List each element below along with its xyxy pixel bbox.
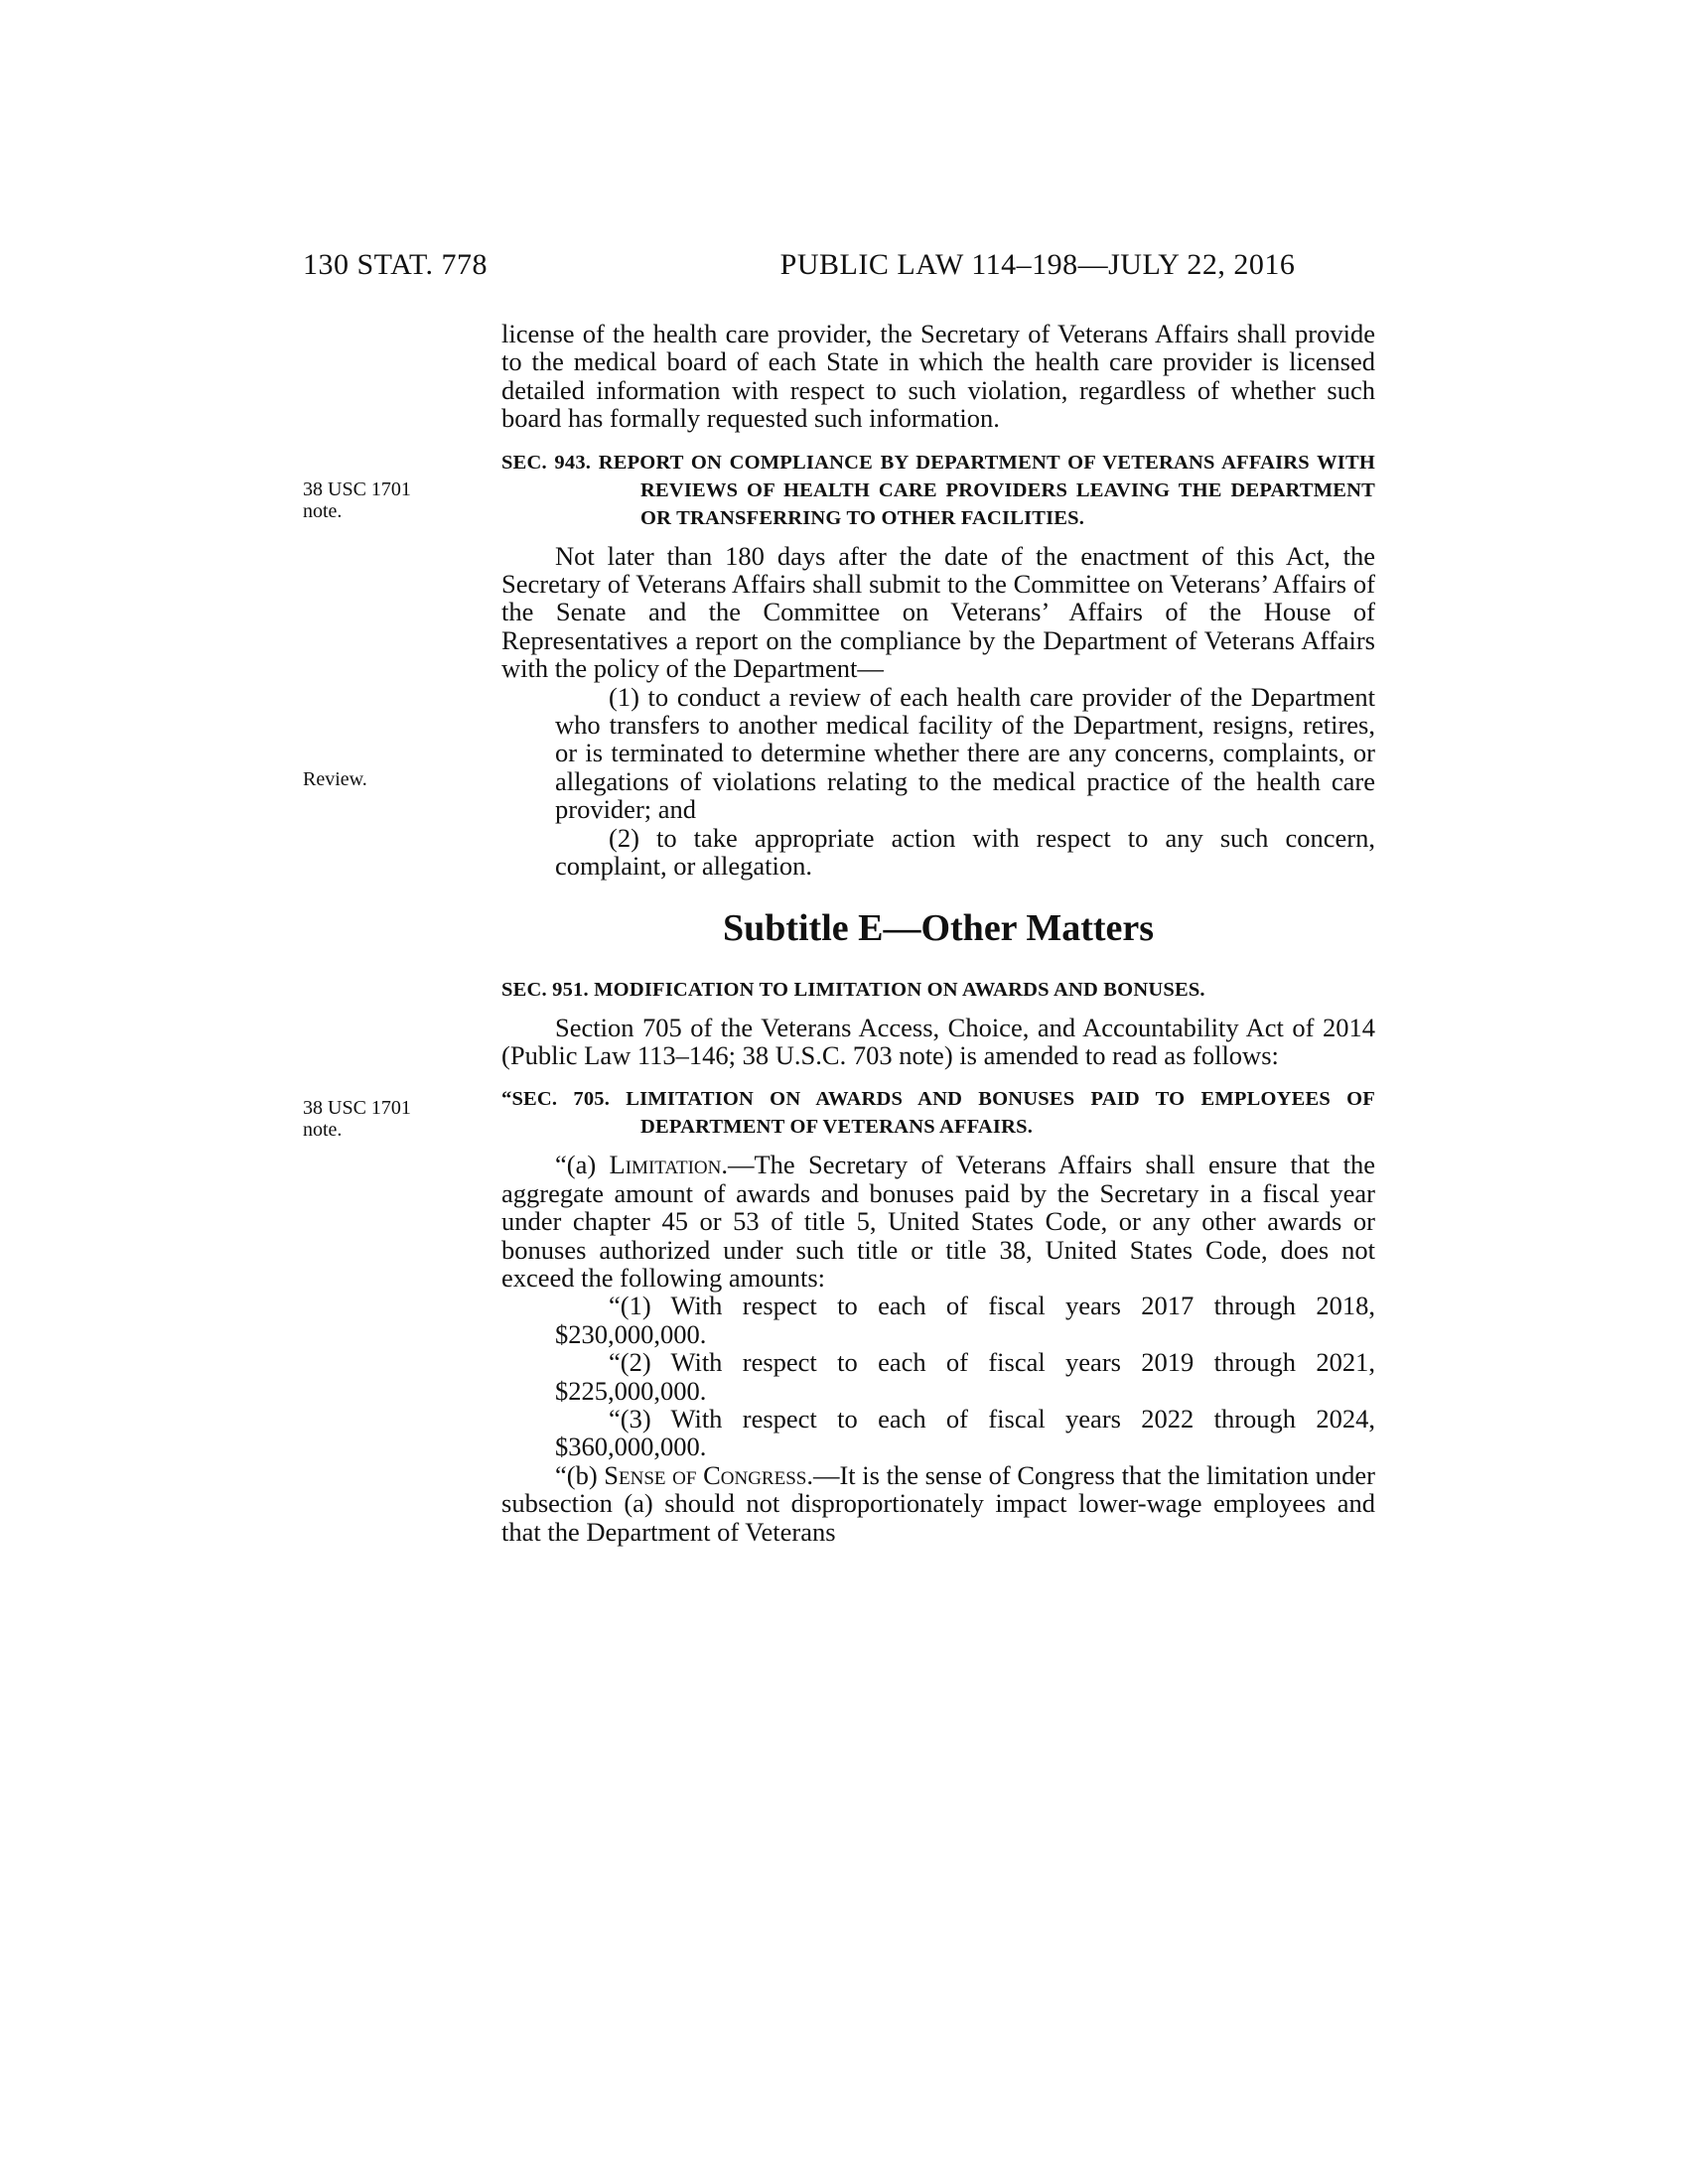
continuation-paragraph: license of the health care provider, the Secretary of Veterans Affairs shall provide to the medical board of each State in which the health care provider is licensed detailed information with respect to such violation, regardless of whether such board has formally requested such information. — [501, 319, 1375, 434]
stat-reference: 130 STAT. 778 — [303, 248, 489, 281]
amount-paragraph-3: “(3) With respect to each of fiscal years 2022 through 2024, $360,000,000. — [555, 1403, 1375, 1462]
subsection-a-caption: Limitation. — [609, 1150, 728, 1180]
section-943-paragraph-2: (2) to take appropriate action with respect to any such concern, complaint, or allegation. — [555, 822, 1375, 882]
subsection-b: “(b) Sense of Congress.—It is the sense of Congress that the limitation under subsection (a) should not disproportionately impact lower-wage employees and that the Department of Veterans — [501, 1459, 1375, 1547]
page-header — [303, 248, 1375, 288]
section-943-heading: SEC. 943. REPORT ON COMPLIANCE BY DEPARTMENT OF VETERANS AFFAIRS WITH REVIEWS OF HEALTH CARE PROVIDERS LEAVING THE DEPARTMENT OR TRANSFERRING TO OTHER FACILITIES. — [501, 451, 1375, 529]
section-951-text: Section 705 of the Veterans Access, Choice, and Accountability Act of 2014 (Public Law 113–146; 38 U.S.C. 703 note) is amended to read as follows: — [501, 1012, 1375, 1070]
law-title: PUBLIC LAW 114–198—JULY 22, 2016 — [779, 248, 1296, 281]
section-951-heading: SEC. 951. MODIFICATION TO LIMITATION ON AWARDS AND BONUSES. — [501, 978, 1205, 1001]
margin-note-review: Review. — [303, 768, 367, 790]
amount-paragraph-2: “(2) With respect to each of fiscal years 2019 through 2021, $225,000,000. — [555, 1347, 1375, 1406]
subsection-a: “(a) Limitation.—The Secretary of Veterans Affairs shall ensure that the aggregate amount of awards and bonuses paid by the Secretary in a fiscal year under chapter 45 or 53 of title 5, United States Code, or any other awards or bonuses authorized under such title or title 38, United States Code, does not exceed the following amounts: — [501, 1150, 1375, 1293]
document-body — [501, 320, 1375, 1546]
margin-note-usc-2: 38 USC 1701 note. — [303, 1097, 411, 1141]
section-943-text: Not later than 180 days after the date of the enactment of this Act, the Secretary of Veterans Affairs shall submit to the Committee on Veterans’ Affairs of the Senate and the Committee on Veterans’ Affairs of the House of Representatives a report on the compliance by the Department of Veterans Affairs with the policy of the Department— — [501, 540, 1375, 684]
margin-note-usc-1: 38 USC 1701 note. — [303, 478, 411, 522]
amount-paragraph-1: “(1) With respect to each of fiscal years 2017 through 2018, $230,000,000. — [555, 1291, 1375, 1349]
section-705-heading: “SEC. 705. LIMITATION ON AWARDS AND BONUSES PAID TO EMPLOYEES OF DEPARTMENT OF VETERANS AFFAIRS. — [501, 1088, 1375, 1139]
subtitle-heading: Subtitle E—Other Matters — [722, 906, 1155, 949]
subsection-b-caption: Sense of Congress. — [604, 1459, 813, 1490]
section-943-paragraph-1: (1) to conduct a review of each health care provider of the Department who transfers to another medical facility of the Department, resigns, retires, or is terminated to determine whether there are any concerns, complaints, or allegations of violations relating to the medical practice of the health care provider; and — [555, 681, 1375, 825]
